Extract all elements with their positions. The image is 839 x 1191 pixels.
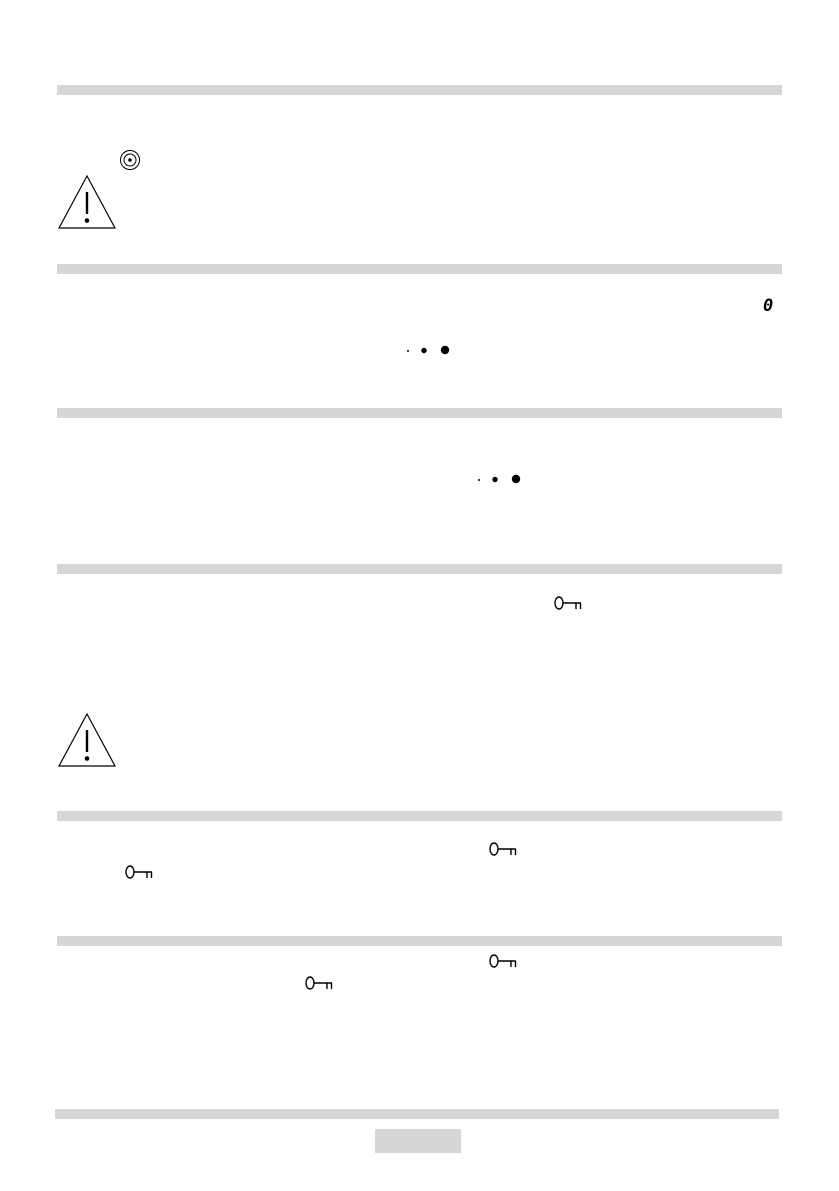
section-divider-1 <box>57 85 782 95</box>
key-lock-icon <box>554 596 584 612</box>
section-divider-7 <box>55 1109 779 1119</box>
section-divider-5 <box>57 811 782 821</box>
warning-triangle-icon <box>57 174 117 230</box>
section-divider-3 <box>57 408 782 418</box>
display-digit: 0 <box>763 296 774 316</box>
section-divider-6 <box>57 936 782 946</box>
warning-triangle-icon <box>57 712 117 768</box>
key-lock-icon <box>305 976 335 992</box>
concentric-circle-icon <box>119 149 141 171</box>
section-divider-4 <box>57 564 782 574</box>
heat-level-dots-icon <box>474 472 524 486</box>
key-lock-icon <box>489 954 519 970</box>
key-lock-icon <box>125 865 155 881</box>
heat-level-dots-icon <box>403 343 453 357</box>
page-number-box <box>375 1129 461 1153</box>
key-lock-icon <box>489 842 519 858</box>
section-divider-2 <box>57 264 782 274</box>
